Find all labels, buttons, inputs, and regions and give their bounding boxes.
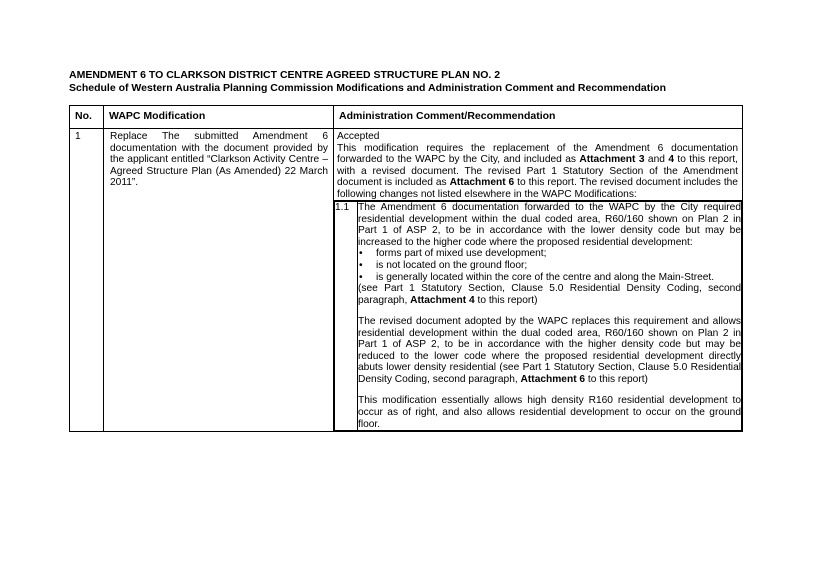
attachment-ref: Attachment 6 [520, 373, 586, 385]
intro-text-b: to this report, with a revised document. The revised Part 1 Statutory Section of the Amendment document is included as [337, 154, 738, 189]
wapc-modification-text: Replace The submitted Amendment 6 documentation with the document provided by the applicant entitled “Clarkson Activity Centre – Agreed Structure Plan (As Amended) 22 March 2011”. [104, 129, 334, 432]
sub-item-number: 1.1 [335, 202, 358, 431]
admin-intro [334, 129, 742, 200]
ref1-text-b: to this report) [474, 294, 538, 306]
sub-paragraph-2 [358, 316, 741, 385]
header-no: No. [70, 106, 104, 129]
attachment-ref: Attachment 3 [579, 154, 645, 166]
sub-reference-1 [358, 283, 741, 306]
intro-text-and: and [644, 154, 669, 166]
sub-item-body [358, 202, 742, 431]
modifications-table [69, 105, 743, 432]
list-item: • is not located on the ground floor; [358, 260, 741, 272]
header-wapc-modification: WAPC Modification [104, 106, 334, 129]
admin-intro-text [337, 143, 738, 201]
row-number: 1 [70, 129, 104, 432]
admin-status: Accepted [337, 131, 380, 142]
table-row [70, 129, 743, 432]
intro-text-c: to this report. The revised document includes the following changes not listed elsewhere in the WAPC Modifications: [337, 177, 738, 200]
attachment-ref: Attachment 4 [410, 294, 475, 306]
attachment-ref: 4 [668, 154, 674, 166]
intro-text-a: This modification requires the replacement of the Amendment 6 documentation forwarded to the WAPC by the City, and included as [337, 142, 738, 166]
bullet-list [358, 248, 741, 283]
ref1-text-a: (see Part 1 Statutory Section, Clause 5.0 Residential Density Coding, second paragraph, [358, 283, 741, 306]
document-subtitle: Schedule of Western Australia Planning Commission Modifications and Administration Comment and Recommendation [69, 82, 667, 94]
para2-text-b: to this report) [585, 373, 648, 385]
list-item: • is generally located within the core of the centre and along the Main-Street. [358, 272, 741, 284]
admin-comment-cell [334, 129, 743, 432]
sub-item-row [335, 202, 742, 431]
sub-paragraph-1: The Amendment 6 documentation forwarded to the WAPC by the City required residential development within the dual coded area, R60/160 shown on Plan 2 in Part 1 of ASP 2, to be in accordance with the lower density code but may be increased to the higher code where the proposed residential development: [358, 202, 741, 248]
para2-text-a: The revised document adopted by the WAPC replaces this requirement and allows residential development within the dual coded area, R60/160 shown on Plan 2 in Part 1 of ASP 2, to be in accordance with the higher density code but may be reduced to the lower code where the proposed residential development directly abuts lower density residential (see Part 1 Statutory Section, Clause 5.0 Residential Density Coding, second paragraph, [358, 316, 741, 385]
sub-paragraph-3: This modification essentially allows high density R160 residential development to occur as of right, and also allows residential development to occur on the ground floor. [358, 395, 741, 430]
header-admin-comment: Administration Comment/Recommendation [334, 106, 743, 129]
table-header-row [70, 106, 743, 129]
sub-item-container [334, 200, 742, 431]
sub-item-table [334, 201, 742, 431]
attachment-ref: Attachment 6 [449, 177, 515, 189]
list-item: • forms part of mixed use development; [358, 248, 741, 260]
document-title: AMENDMENT 6 TO CLARKSON DISTRICT CENTRE AGREED STRUCTURE PLAN NO. 2 [69, 69, 501, 81]
